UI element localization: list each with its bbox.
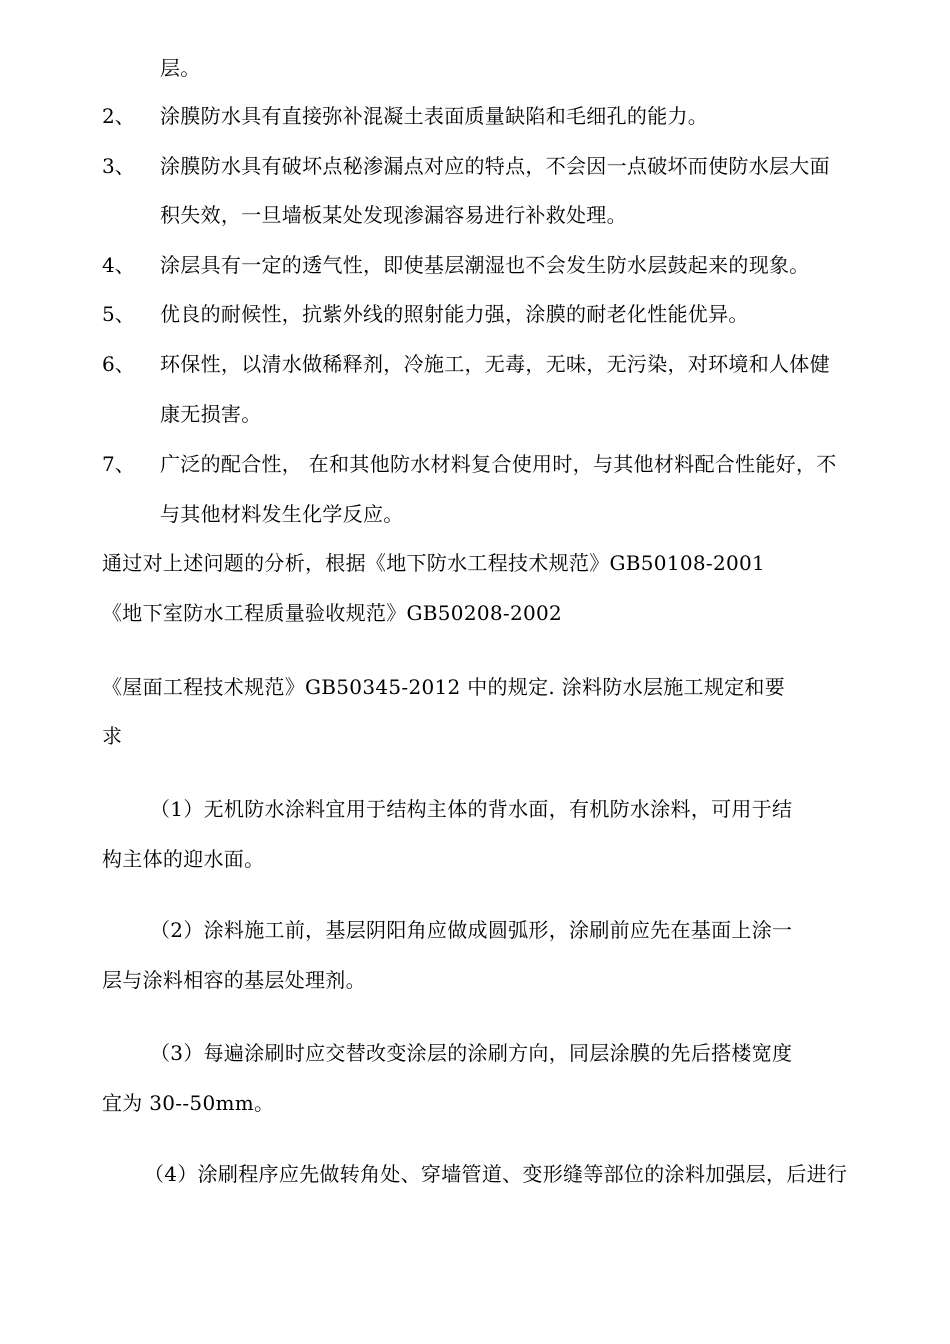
list-item-number: 7、	[102, 452, 135, 476]
list-item-text: 涂膜防水具有破坏点秘渗漏点对应的特点，不会因一点破坏而使防水层大面	[160, 154, 830, 178]
intro-line: 《地下室防水工程质量验收规范》GB50208-2002	[102, 601, 563, 625]
intro-line: 《屋面工程技术规范》GB50345-2012 中的规定. 涂料防水层施工规定和要	[102, 675, 786, 699]
list-item-text: 与其他材料发生化学反应。	[160, 502, 404, 526]
list-continuation: 层。	[160, 56, 201, 80]
list-item-text: 涂膜防水具有直接弥补混凝土表面质量缺陷和毛细孔的能力。	[160, 104, 709, 128]
list-item-number: 2、	[102, 104, 135, 128]
list-item-text: 康无损害。	[160, 402, 262, 426]
requirement-text: （2）涂料施工前，基层阴阳角应做成圆弧形，涂刷前应先在基面上涂一	[150, 918, 793, 942]
list-item-number: 5、	[102, 302, 135, 326]
requirement-text: 构主体的迎水面。	[102, 847, 265, 871]
list-item-number: 3、	[102, 154, 135, 178]
requirement-text: （3）每遍涂刷时应交替改变涂层的涂刷方向，同层涂膜的先后搭楼宽度	[150, 1041, 793, 1065]
requirement-text: （4）涂刷程序应先做转角处、穿墙管道、变形缝等部位的涂料加强层，后进行	[144, 1162, 848, 1186]
intro-line: 通过对上述问题的分析，根据《地下防水工程技术规范》GB50108-2001	[102, 551, 766, 575]
intro-line: 求	[102, 724, 123, 748]
list-item-text: 积失效，一旦墙板某处发现渗漏容易进行补救处理。	[160, 203, 627, 227]
list-item-number: 6、	[102, 352, 135, 376]
list-item-text: 优良的耐候性，抗紫外线的照射能力强，涂膜的耐老化性能优异。	[160, 302, 749, 326]
list-item-text: 涂层具有一定的透气性，即使基层潮湿也不会发生防水层鼓起来的现象。	[160, 253, 810, 277]
requirement-text: （1）无机防水涂料宜用于结构主体的背水面，有机防水涂料，可用于结	[150, 797, 793, 821]
requirement-text: 宜为 30--50mm。	[102, 1091, 275, 1115]
list-item-text: 环保性，以清水做稀释剂，冷施工，无毒，无味，无污染，对环境和人体健	[160, 352, 830, 376]
list-item-text: 广泛的配合性， 在和其他防水材料复合使用时，与其他材料配合性能好，不	[160, 452, 837, 476]
list-item-number: 4、	[102, 253, 135, 277]
requirement-text: 层与涂料相容的基层处理剂。	[102, 968, 366, 992]
